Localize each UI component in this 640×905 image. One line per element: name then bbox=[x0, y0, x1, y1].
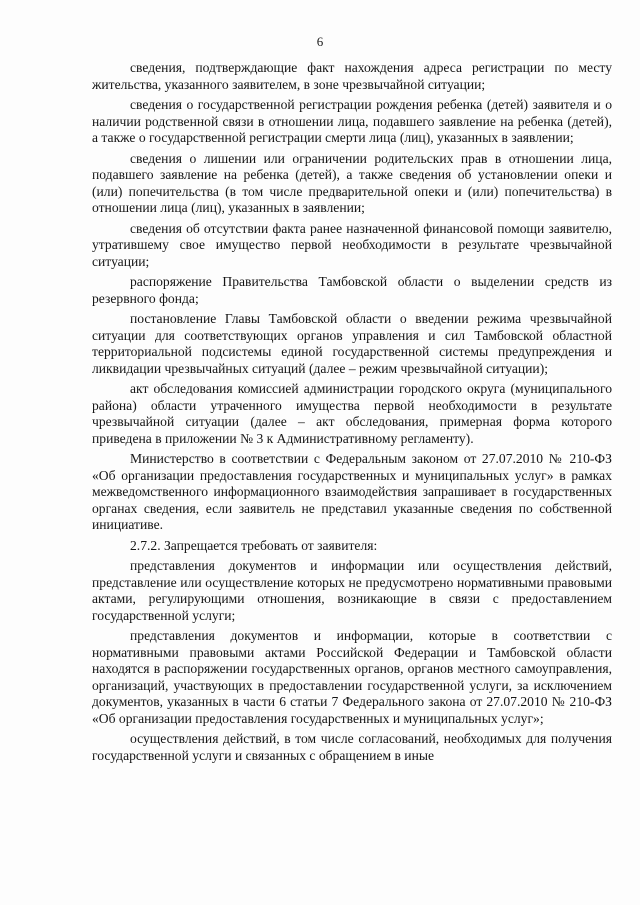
paragraph-birth-registration: сведения о государственной регистрации рождения ребенка (детей) заявителя и о наличии родственной связи в отношении лица, подавшего заявление на ребенка (детей), а также о государственной регистрации смерти лица (лиц), указанных в заявлении; bbox=[92, 97, 612, 145]
paragraph-prohibition-actions: осуществления действий, в том числе согласований, необходимых для получения государственной услуги и связанных с обращением в иные bbox=[92, 731, 612, 763]
paragraph-inspection-act: акт обследования комиссией администрации городского округа (муниципального района) области утраченного имущества первой необходимости в результате чрезвычайной ситуации (далее – акт обследования, примерная форма которого приведена в приложении № 3 к Административному регламенту). bbox=[92, 381, 612, 446]
paragraph-financial-aid: сведения об отсутствии факта ранее назначенной финансовой помощи заявителю, утратившему свое имущество первой необходимости в результате чрезвычайной ситуации; bbox=[92, 220, 612, 269]
document-body bbox=[92, 60, 612, 768]
paragraph-prohibition-information: представления документов и информации, которые в соответствии с нормативными правовыми актами Российской Федерации и Тамбовской области находятся в распоряжении государственных органов, органов местного самоуправления, организаций, участвующих в предоставлении государственной услуги, за исключением документов, указанных в части 6 статьи 7 Федерального закона от 27.07.2010 № 210-ФЗ «Об организации предоставления государственных и муниципальных услуг»; bbox=[92, 628, 612, 726]
paragraph-government-order: распоряжение Правительства Тамбовской области о выделении средств из резервного фонда; bbox=[92, 274, 612, 306]
paragraph-ministry-requests: Министерство в соответствии с Федеральным законом от 27.07.2010 № 210-ФЗ «Об организации предоставления государственных и муниципальных услуг» в рамках межведомственного информационного взаимодействия запрашивает в государственных органах сведения, если заявитель не представил указанные сведения по собственной инициативе. bbox=[92, 451, 612, 532]
paragraph-governor-resolution: постановление Главы Тамбовской области о введении режима чрезвычайной ситуации для соответствующих органов управления и сил Тамбовской областной территориальной подсистемы единой государственной системы предупреждения и ликвидации чрезвычайных ситуаций (далее – режим чрезвычайной ситуации); bbox=[92, 311, 612, 376]
page-number: 6 bbox=[316, 34, 324, 49]
paragraph-section-heading: 2.7.2. Запрещается требовать от заявителя: bbox=[130, 537, 378, 553]
paragraph-registration-address: сведения, подтверждающие факт нахождения адреса регистрации по месту жительства, указанного заявителем, в зоне чрезвычайной ситуации; bbox=[92, 60, 612, 92]
paragraph-parental-rights: сведения о лишении или ограничении родительских прав в отношении лица, подавшего заявление на ребенка (детей), а также сведения об установлении опеки и (или) попечительства (в том числе предварительной опеки и (или) попечительства) в отношении лица (лиц), указанных в заявлении; bbox=[92, 150, 612, 215]
paragraph-prohibition-documents: представления документов и информации или осуществления действий, представление или осуществление которых не предусмотрено нормативными правовыми актами, регулирующими отношения, возникающие в связи с предоставлением государственной услуги; bbox=[92, 558, 612, 623]
